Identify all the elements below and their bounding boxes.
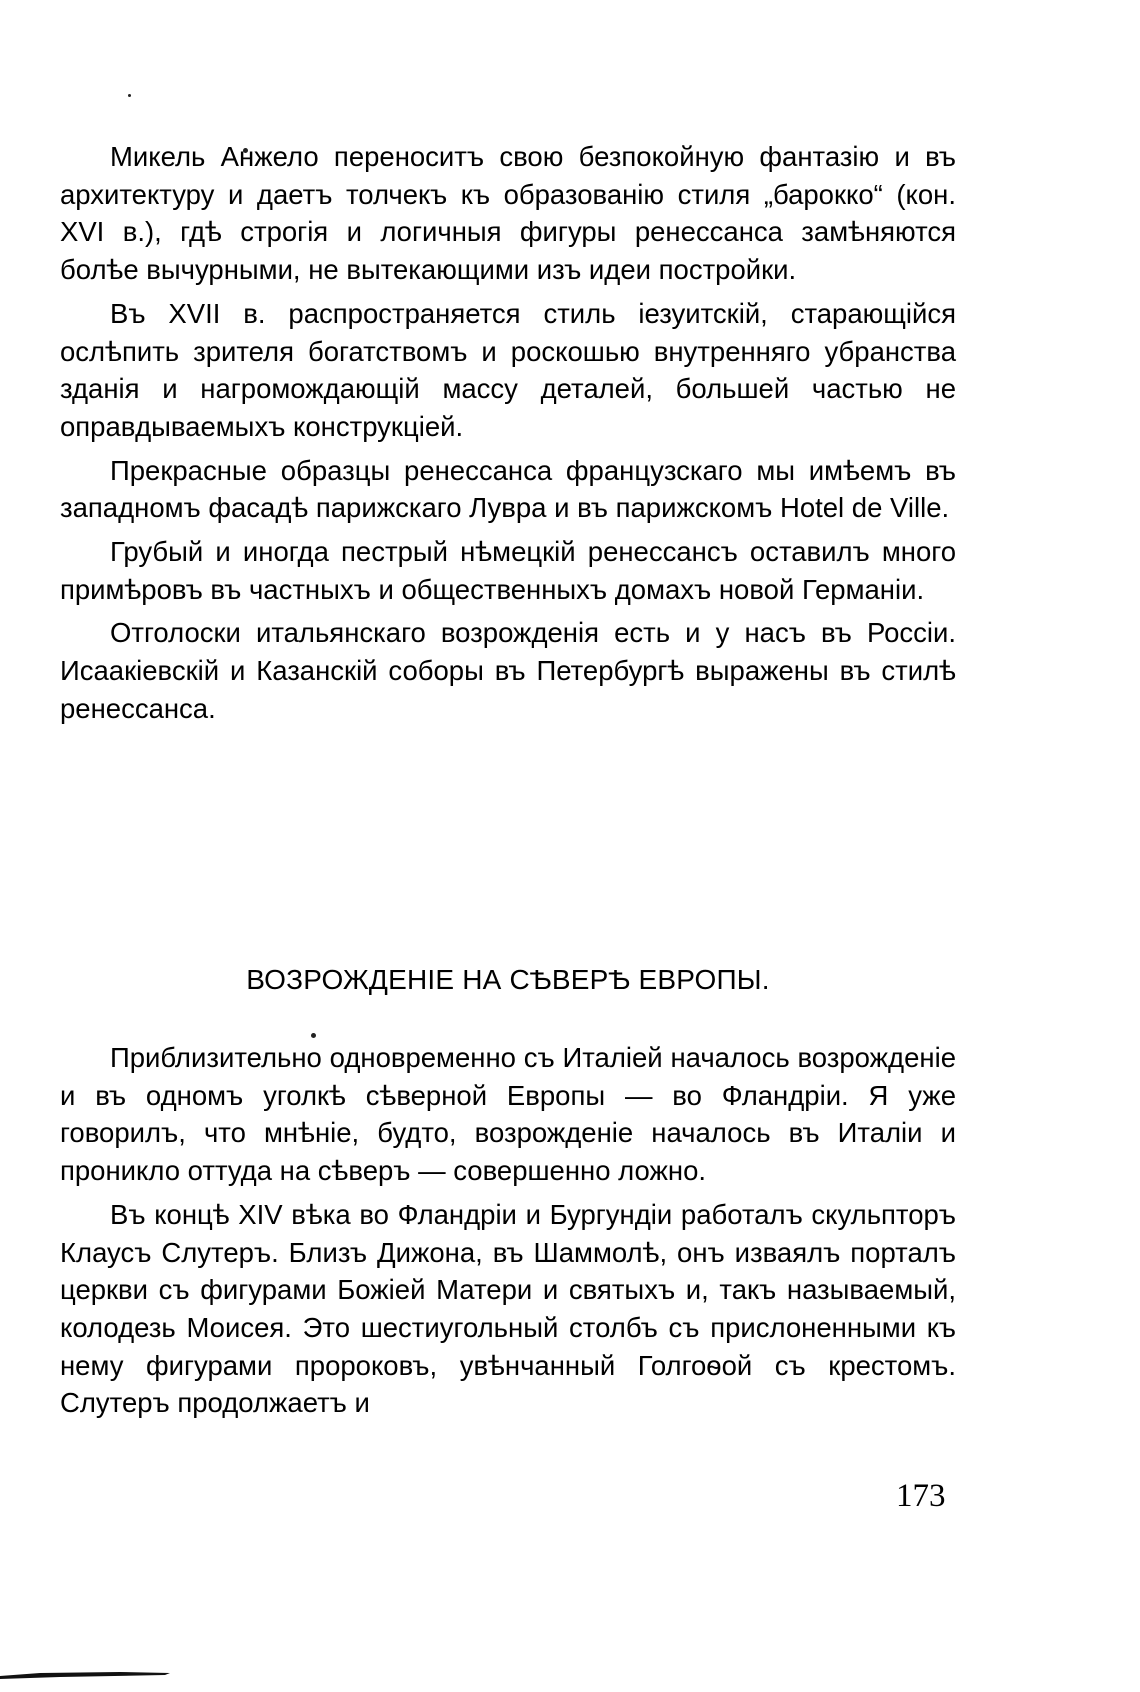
page-text-top	[60, 138, 956, 734]
paragraph: Въ концѣ XIV вѣка во Фландріи и Бургундіи работалъ скульпторъ Клаусъ Слутеръ. Близъ Дижона, въ Шаммолѣ, онъ изваялъ порталъ церкви съ фигурами Божіей Матери и святыхъ и, такъ называемый, колодезь Моисея. Это шестиугольный столбъ съ прислоненными къ нему фигурами пророковъ, увѣнчанный Голгоѳой съ крестомъ. Слутеръ продолжаетъ и	[60, 1198, 956, 1419]
section-heading: ВОЗРОЖДЕНІЕ НА СѢВЕРѢ ЕВРОПЫ.	[246, 964, 770, 995]
paragraph: Прекрасные образцы ренессанса французскаго мы имѣемъ въ западномъ фасадѣ парижскаго Лувра и въ парижскомъ Hotel de Ville.	[60, 454, 956, 524]
print-speck	[128, 94, 131, 97]
paragraph: Грубый и иногда пестрый нѣмецкій ренессансъ оставилъ много примѣровъ въ частныхъ и общественныхъ домахъ новой Германіи.	[60, 536, 956, 605]
print-speck	[311, 1033, 316, 1038]
page-text-bottom	[60, 1039, 956, 1428]
paragraph: Отголоски итальянскаго возрожденія есть и у насъ въ Россіи. Исаакіевскій и Казанскій соборы въ Петербургѣ выражены въ стилѣ ренессанса.	[60, 617, 956, 724]
paragraph: Приблизительно одновременно съ Италіей началось возрожденіе и въ одномъ уголкѣ сѣверной Европы — во Фландріи. Я уже говорилъ, что мнѣніе, будто, возрожденіе началось въ Италіи и проникло оттуда на сѣверъ — совершенно ложно.	[60, 1042, 956, 1187]
paragraph: Микель Анжело переноситъ свою безпокойную фантазію и въ архитектуру и даетъ толчекъ къ образованію стиля „барокко“ (кон. XVI в.), гдѣ строгія и логичныя фигуры ренессанса замѣняются болѣе вычурными, не вытекающими изъ идеи постройки.	[60, 141, 956, 286]
scan-edge-mark	[0, 1670, 170, 1680]
page-number: 173	[896, 1478, 946, 1514]
paragraph: Въ XVII в. распространяется стиль іезуитскій, старающійся ослѣпить зрителя богатствомъ и роскошью внутренняго убранства зданія и нагромождающій массу деталей, большей частью не оправдываемыхъ конструкціей.	[60, 297, 956, 442]
